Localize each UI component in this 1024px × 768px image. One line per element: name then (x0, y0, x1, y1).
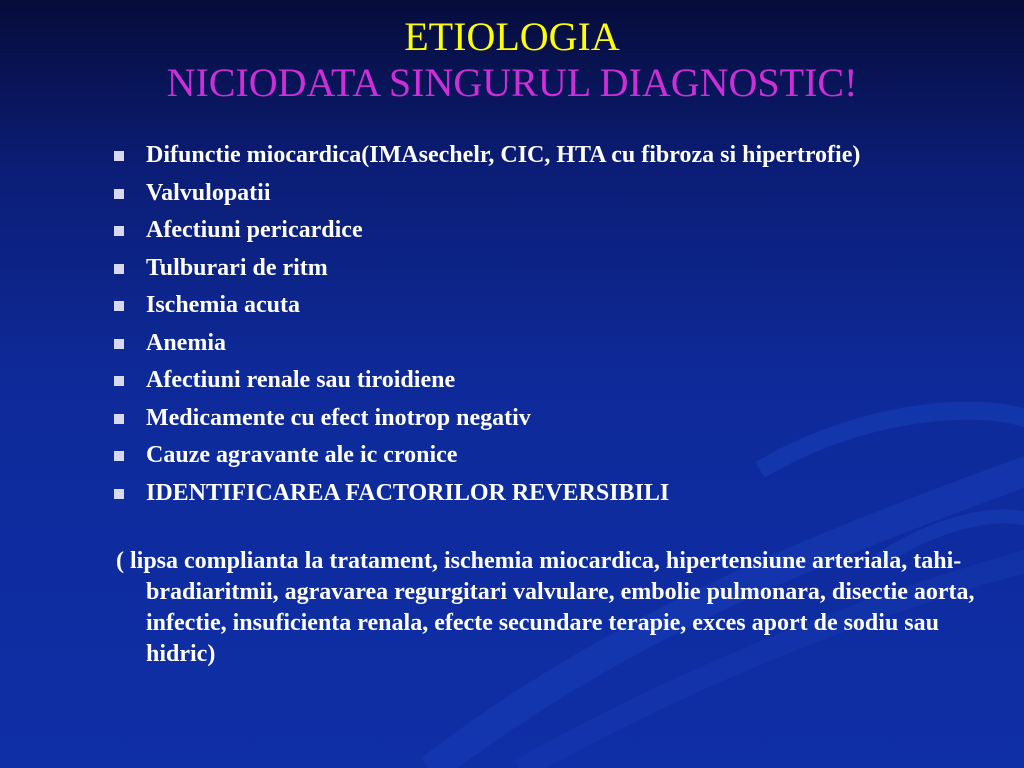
bullet-text: Ischemia acuta (146, 292, 300, 318)
bullet-item (112, 290, 912, 321)
bullet-list (112, 140, 912, 515)
bullet-text: Medicamente cu efect inotrop negativ (146, 404, 531, 431)
bullet-item (112, 253, 912, 284)
bullet-item (112, 140, 912, 171)
square-bullet-icon (114, 301, 124, 311)
bullet-item (112, 365, 912, 396)
reversible-factors-note: ( lipsa complianta la tratament, ischemia miocardica, hipertensiune arteriala, tahi-bradiaritmii, agravarea regurgitari valvulare, embolie pulmonara, disectie aorta, infectie, insuficienta renala, efecte secundare terapie, exces aport de sodiu sau hidric) (116, 548, 975, 667)
square-bullet-icon (114, 339, 124, 349)
square-bullet-icon (114, 414, 124, 424)
title-subtitle: NICIODATA SINGURUL DIAGNOSTIC! (166, 60, 858, 105)
square-bullet-icon (114, 264, 124, 274)
square-bullet-icon (114, 489, 124, 499)
bullet-text: Tulburari de ritm (146, 254, 328, 281)
square-bullet-icon (114, 151, 124, 161)
bullet-item (112, 478, 912, 509)
bullet-text: IDENTIFICAREA FACTORILOR REVERSIBILI (146, 479, 670, 506)
bullet-text: Afectiuni pericardice (146, 217, 363, 243)
bullet-text: Difunctie miocardica(IMAsechelr, CIC, HTA cu fibroza si hipertrofie) (146, 142, 861, 168)
bullet-item (112, 178, 912, 209)
bullet-item (112, 440, 912, 471)
slide-title (0, 14, 1024, 106)
title-etiologia: ETIOLOGIA (404, 14, 620, 59)
bullet-text: Cauze agravante ale ic cronice (146, 442, 458, 468)
bullet-item (112, 328, 912, 359)
square-bullet-icon (114, 226, 124, 236)
square-bullet-icon (114, 451, 124, 461)
bullet-item (112, 403, 912, 434)
bullet-text: Valvulopatii (146, 179, 271, 206)
square-bullet-icon (114, 189, 124, 199)
bullet-item (112, 215, 912, 246)
bullet-text: Anemia (146, 329, 226, 356)
square-bullet-icon (114, 376, 124, 386)
bullet-text: Afectiuni renale sau tiroidiene (146, 367, 456, 393)
